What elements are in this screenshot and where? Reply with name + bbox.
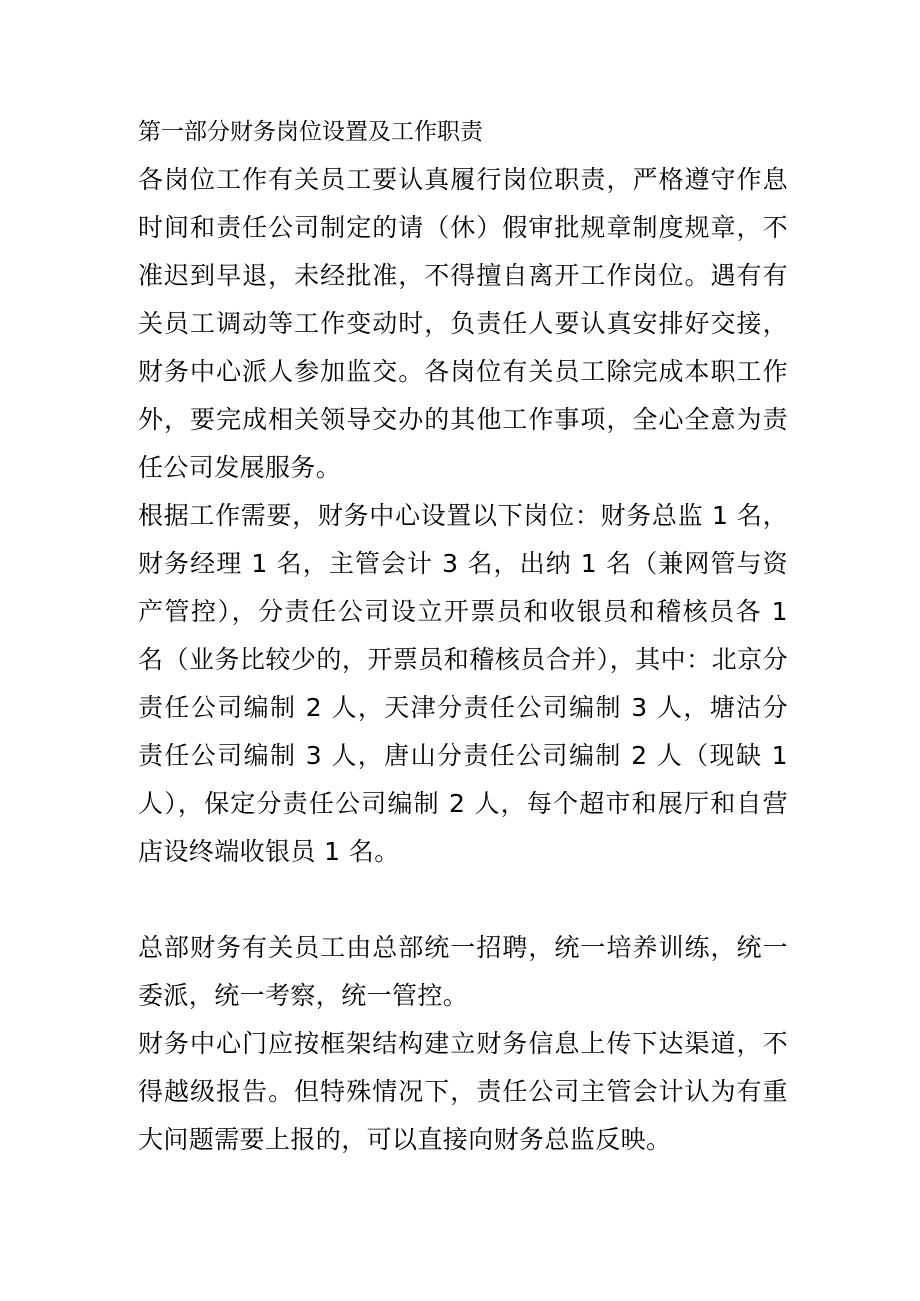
section-heading: 第一部分财务岗位设置及工作职责 (138, 119, 483, 145)
paragraph-positions: 根据工作需要，财务中心设置以下岗位：财务总监 1 名，财务经理 1 名，主管会计 3 名，出纳 1 名（兼网管与资产管控），分责任公司设立开票员和收银员和稽核员各 1 名（业务比较少的，开票员和稽核员合并），其中：北京分责任公司编制 2 人，天津分责任公司编制 3 人，塘沽分责任公司编制 3 人，唐山分责任公司编制 2 人（现缺 1 人），保定分责任公司编制 2 人，每个超市和展厅和自营店设终端收银员 1 名。 (138, 501, 788, 866)
paragraph-duties: 各岗位工作有关员工要认真履行岗位职责，严格遵守作息时间和责任公司制定的请（休）假审批规章制度规章，不准迟到早退，未经批准，不得擅自离开工作岗位。遇有有关员工调动等工作变动时，负责任人要认真安排好交接，财务中心派人参加监交。各岗位有关员工除完成本职工作外，要完成相关领导交办的其他工作事项，全心全意为责任公司发展服务。 (138, 165, 788, 482)
paragraph-group-2 (138, 924, 788, 1164)
paragraph-reporting: 财务中心门应按框架结构建立财务信息上传下达渠道，不得越级报告。但特殊情况下，责任公司主管会计认为有重大问题需要上报的，可以直接向财务总监反映。 (138, 1029, 788, 1154)
paragraph-group-1 (138, 156, 788, 876)
paragraph-recruitment: 总部财务有关员工由总部统一招聘，统一培养训练，统一委派，统一考察，统一管控。 (138, 933, 788, 1010)
